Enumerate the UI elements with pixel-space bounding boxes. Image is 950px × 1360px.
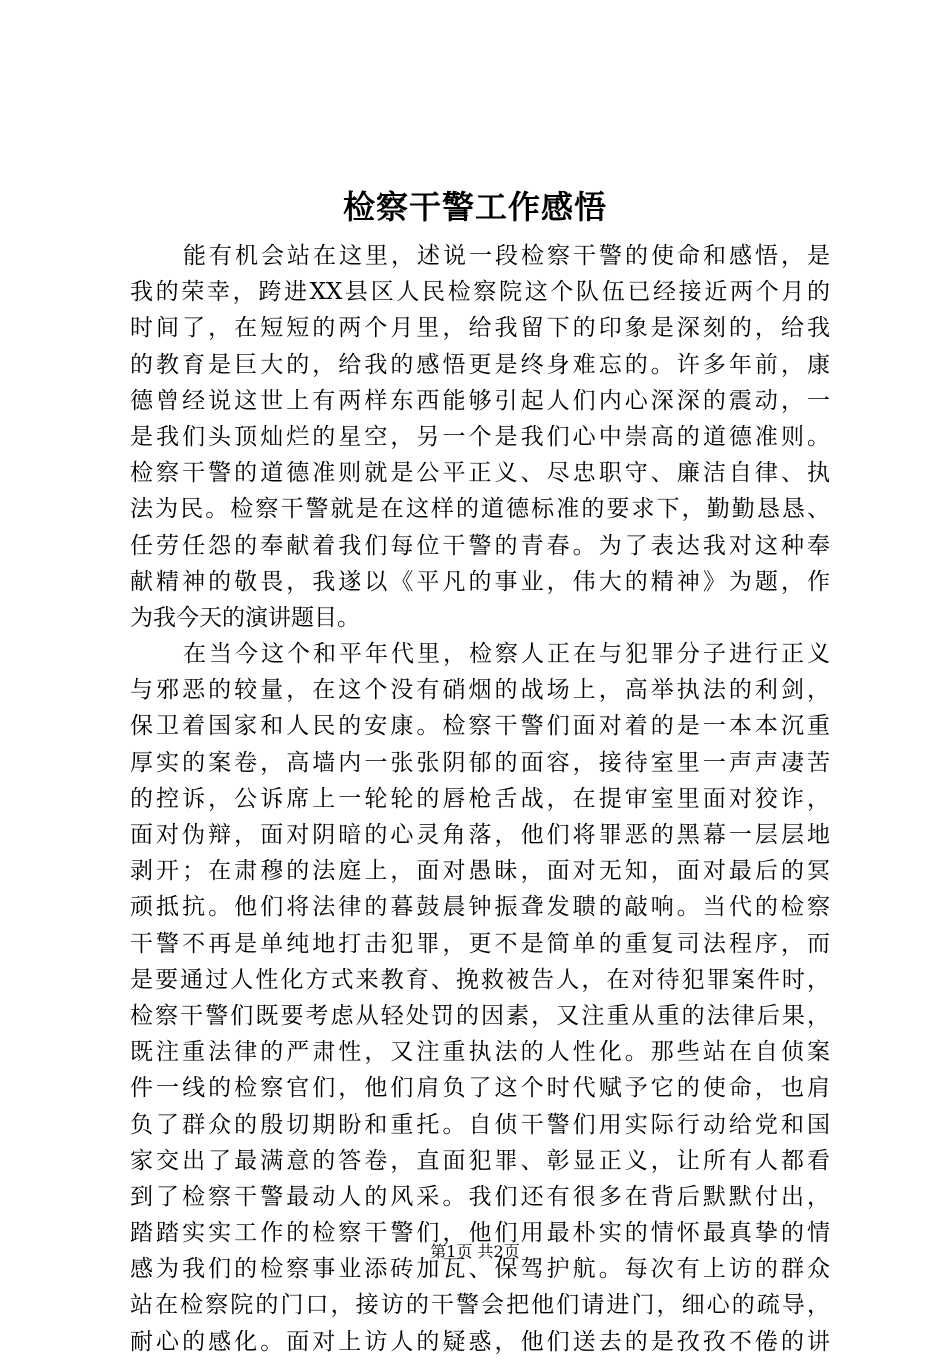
text-line: 与邪恶的较量，在这个没有硝烟的战场上，高举执法的利剑，	[130, 677, 830, 704]
text-line: 是要通过人性化方式来教育、挽救被告人，在对待犯罪案件时，	[130, 966, 830, 993]
text-line: 检察干警们既要考虑从轻处罚的因素，又注重从重的法律后果，	[130, 1002, 830, 1029]
text-line: 能有机会站在这里，述说一段检察干警的使命和感悟，是	[183, 243, 830, 269]
text-line: 到了检察干警最动人的风采。我们还有很多在背后默默付出，	[130, 1183, 830, 1210]
text-line: 是我们头顶灿烂的星空，另一个是我们心中崇高的道德准则。	[130, 423, 830, 450]
text-line: 耐心的感化。面对上访人的疑惑，他们送去的是孜孜不倦的讲	[130, 1328, 830, 1355]
text-line: 家交出了最满意的答卷，直面犯罪、彰显正义，让所有人都看	[130, 1147, 830, 1174]
document-title: 检察干警工作感悟	[342, 188, 607, 226]
page-footer: 第1页 共2页	[430, 1242, 520, 1261]
text-line: 我的荣幸，跨进XX县区人民检察院这个队伍已经接近两个月的	[130, 279, 830, 306]
text-line: 德曾经说这世上有两样东西能够引起人们内心深深的震动，一	[130, 387, 830, 414]
text-line: 献精神的敬畏，我遂以《平凡的事业，伟大的精神》为题，作	[130, 568, 830, 595]
text-line: 干警不再是单纯地打击犯罪，更不是简单的重复司法程序，而	[130, 930, 830, 957]
text-line: 为我今天的演讲题目。	[130, 604, 360, 631]
text-line: 法为民。检察干警就是在这样的道德标准的要求下，勤勤恳恳、	[130, 496, 830, 523]
text-line: 感为我们的检察事业添砖加瓦、保驾护航。每次有上访的群众	[130, 1256, 830, 1283]
text-line: 检察干警的道德准则就是公平正义、尽忠职守、廉洁自律、执	[130, 460, 830, 487]
text-line: 的教育是巨大的，给我的感悟更是终身难忘的。许多年前，康	[130, 351, 830, 378]
text-line: 保卫着国家和人民的安康。检察干警们面对着的是一本本沉重	[130, 713, 830, 740]
text-line: 站在检察院的门口，接访的干警会把他们请进门，细心的疏导，	[130, 1292, 830, 1319]
text-line: 负了群众的殷切期盼和重托。自侦干警们用实际行动给党和国	[130, 1111, 830, 1138]
text-line: 顽抵抗。他们将法律的暮鼓晨钟振聋发聩的敲响。当代的检察	[130, 894, 830, 921]
text-line: 剥开；在肃穆的法庭上，面对愚昧，面对无知，面对最后的冥	[130, 858, 830, 885]
text-line: 厚实的案卷，高墙内一张张阴郁的面容，接待室里一声声凄苦	[130, 749, 830, 776]
text-line: 踏踏实实工作的检察干警们，他们用最朴实的情怀最真挚的情	[130, 1220, 830, 1247]
text-line: 的控诉，公诉席上一轮轮的唇枪舌战，在提审室里面对狡诈，	[130, 785, 830, 812]
text-line: 既注重法律的严肃性，又注重执法的人性化。那些站在自侦案	[130, 1039, 830, 1066]
text-line: 面对伪辩，面对阴暗的心灵角落，他们将罪恶的黑幕一层层地	[130, 822, 830, 848]
text-line: 任劳任怨的奉献着我们每位干警的青春。为了表达我对这种奉	[130, 532, 830, 559]
text-line: 件一线的检察官们，他们肩负了这个时代赋予它的使命，也肩	[130, 1075, 830, 1102]
document-body	[130, 238, 830, 1360]
text-line: 时间了，在短短的两个月里，给我留下的印象是深刻的，给我	[130, 315, 830, 342]
text-line: 在当今这个和平年代里，检察人正在与犯罪分子进行正义	[183, 641, 830, 668]
